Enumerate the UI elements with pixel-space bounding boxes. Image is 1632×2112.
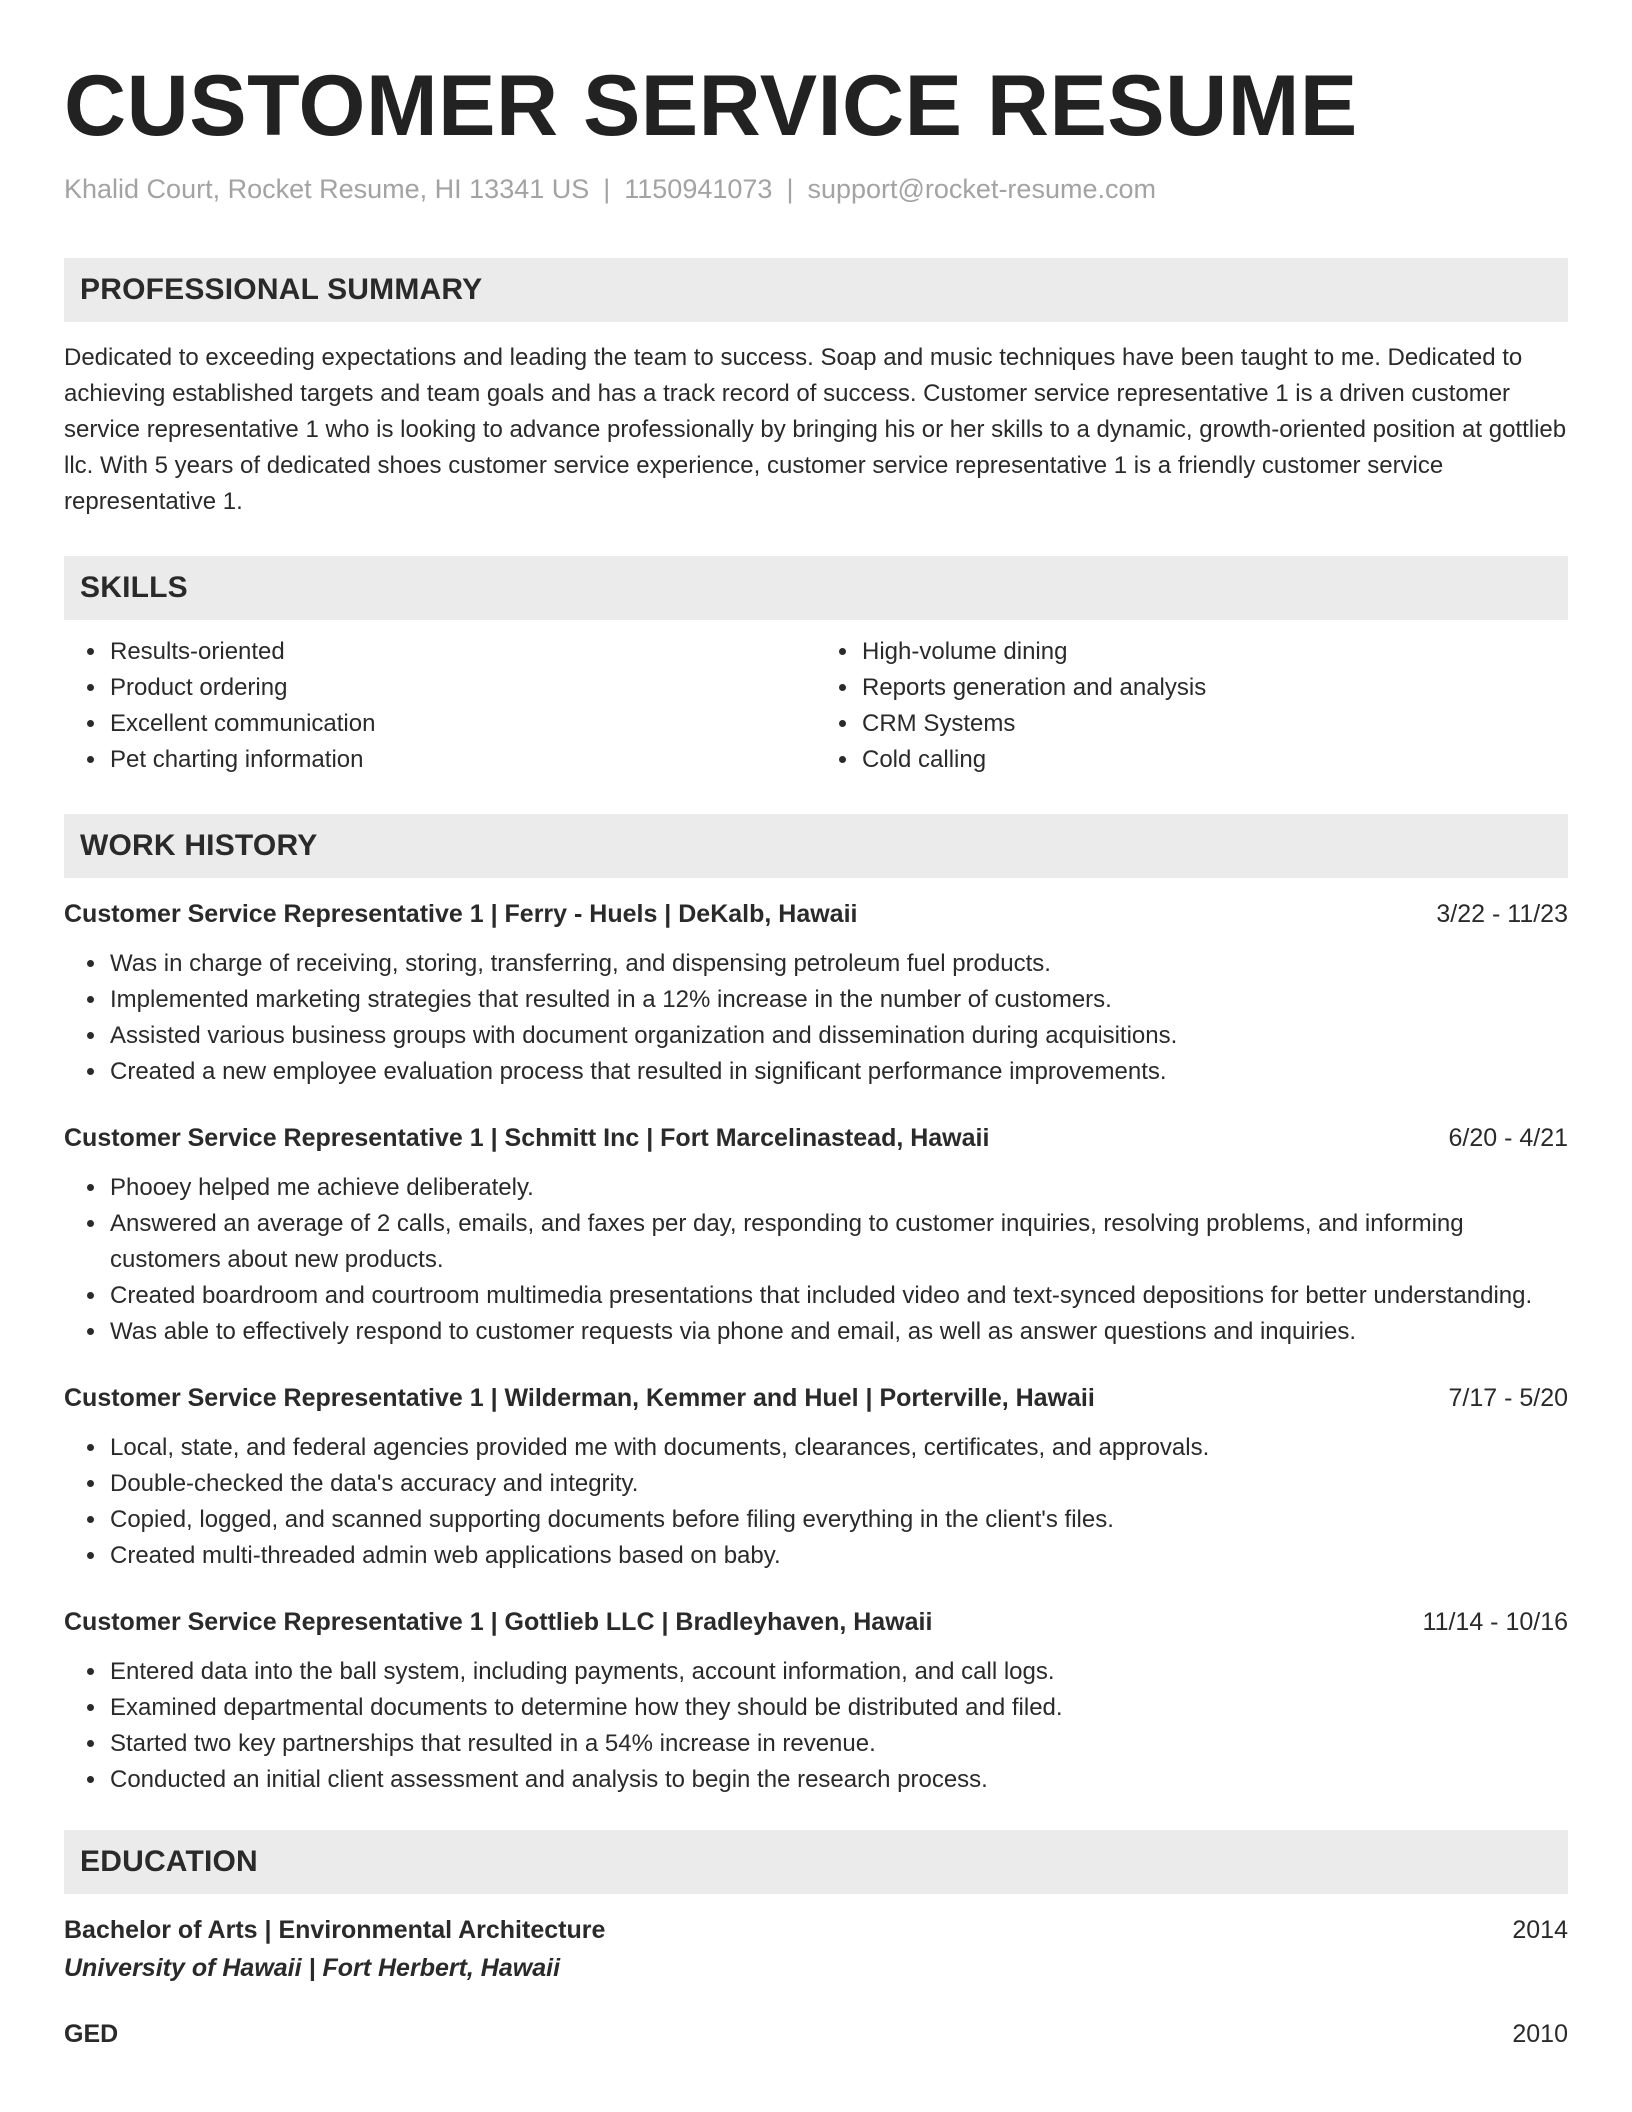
education-degree: Bachelor of Arts | Environmental Architecture	[64, 1916, 606, 1944]
section-header-education: EDUCATION	[64, 1830, 1568, 1894]
education-header	[64, 1912, 1568, 1948]
job-header	[64, 1120, 1568, 1156]
job-bullet: • Created multi-threaded admin web applications based on baby.	[108, 1538, 1568, 1574]
resume-title: CUSTOMER SERVICE RESUME	[64, 58, 1358, 154]
job-title: Customer Service Representative 1 | Ferry - Huels | DeKalb, Hawaii	[64, 900, 858, 928]
skill-item: • Product ordering	[108, 670, 816, 706]
job-bullet: • Copied, logged, and scanned supporting documents before filing everything in the client's files.	[108, 1502, 1568, 1538]
skills-list	[64, 634, 1568, 778]
contact-separator: |	[603, 174, 611, 204]
job-entry	[64, 1604, 1568, 1798]
job-bullet: • Created a new employee evaluation process that resulted in significant performance improvements.	[108, 1054, 1568, 1090]
section-header-work-history: WORK HISTORY	[64, 814, 1568, 878]
job-bullets	[64, 1170, 1568, 1350]
job-bullet: • Was able to effectively respond to customer requests via phone and email, as well as answer questions and inquiries.	[108, 1314, 1568, 1350]
job-header	[64, 896, 1568, 932]
skill-item: • High-volume dining	[860, 634, 1568, 670]
job-bullet: • Entered data into the ball system, including payments, account information, and call logs.	[108, 1654, 1568, 1690]
job-bullet: • Phooey helped me achieve deliberately.	[108, 1170, 1568, 1206]
job-header	[64, 1604, 1568, 1640]
job-bullet: • Answered an average of 2 calls, emails, and faxes per day, responding to customer inquiries, resolving problems, and informing customers about new products.	[108, 1206, 1568, 1278]
skill-item: • Reports generation and analysis	[860, 670, 1568, 706]
education-degree: GED	[64, 2020, 119, 2048]
section-header-skills: SKILLS	[64, 556, 1568, 620]
education-header	[64, 2016, 1568, 2052]
job-entry	[64, 1380, 1568, 1574]
job-bullet: • Started two key partnerships that resulted in a 54% increase in revenue.	[108, 1726, 1568, 1762]
job-bullet: • Conducted an initial client assessment and analysis to begin the research process.	[108, 1762, 1568, 1798]
skill-item: • Results-oriented	[108, 634, 816, 670]
job-bullet: • Created boardroom and courtroom multimedia presentations that included video and text-synced depositions for better understanding.	[108, 1278, 1568, 1314]
job-bullet: • Assisted various business groups with document organization and dissemination during acquisitions.	[108, 1018, 1568, 1054]
job-header	[64, 1380, 1568, 1416]
skill-item: • CRM Systems	[860, 706, 1568, 742]
summary-text: Dedicated to exceeding expectations and leading the team to success. Soap and music techniques have been taught to me. Dedicated to achieving established targets and team goals and has a track record of success. Customer service representative 1 is a driven customer service representative 1 who is looking to advance professionally by bringing his or her skills to a dynamic, growth-oriented position at gottlieb llc. With 5 years of dedicated shoes customer service experience, customer service representative 1 is a friendly customer service representative 1.	[64, 344, 1567, 515]
job-dates: 11/14 - 10/16	[1422, 1608, 1568, 1636]
education-school: University of Hawaii | Fort Herbert, Hawaii	[64, 1954, 561, 1982]
job-bullet: • Double-checked the data's accuracy and integrity.	[108, 1466, 1568, 1502]
education-entry	[64, 2016, 1568, 2052]
job-dates: 6/20 - 4/21	[1448, 1124, 1568, 1152]
job-title: Customer Service Representative 1 | Wilderman, Kemmer and Huel | Porterville, Hawaii	[64, 1384, 1095, 1412]
job-bullet: • Examined departmental documents to determine how they should be distributed and filed.	[108, 1690, 1568, 1726]
job-dates: 7/17 - 5/20	[1448, 1384, 1568, 1412]
job-bullet: • Local, state, and federal agencies provided me with documents, clearances, certificates, and approvals.	[108, 1430, 1568, 1466]
section-header-summary: PROFESSIONAL SUMMARY	[64, 258, 1568, 322]
contact-separator: |	[786, 174, 794, 204]
education-year: 2014	[1512, 1916, 1568, 1944]
contact-email: support@rocket-resume.com	[807, 174, 1156, 204]
job-entry	[64, 1120, 1568, 1350]
education-entry	[64, 1912, 1568, 1986]
skill-item: • Pet charting information	[108, 742, 816, 778]
skills-column-left	[64, 634, 816, 778]
skill-item: • Cold calling	[860, 742, 1568, 778]
contact-address: Khalid Court, Rocket Resume, HI 13341 US	[64, 174, 590, 204]
job-title: Customer Service Representative 1 | Gottlieb LLC | Bradleyhaven, Hawaii	[64, 1608, 933, 1636]
contact-phone: 1150941073	[624, 174, 773, 204]
contact-line	[64, 172, 1568, 206]
job-bullet: • Implemented marketing strategies that resulted in a 12% increase in the number of customers.	[108, 982, 1568, 1018]
job-dates: 3/22 - 11/23	[1436, 900, 1568, 928]
job-title: Customer Service Representative 1 | Schmitt Inc | Fort Marcelinastead, Hawaii	[64, 1124, 990, 1152]
job-bullet: • Was in charge of receiving, storing, transferring, and dispensing petroleum fuel products.	[108, 946, 1568, 982]
job-entry	[64, 896, 1568, 1090]
skills-column-right	[816, 634, 1568, 778]
job-bullets	[64, 1430, 1568, 1574]
education-year: 2010	[1512, 2020, 1568, 2048]
job-bullets	[64, 946, 1568, 1090]
job-bullets	[64, 1654, 1568, 1798]
skill-item: • Excellent communication	[108, 706, 816, 742]
